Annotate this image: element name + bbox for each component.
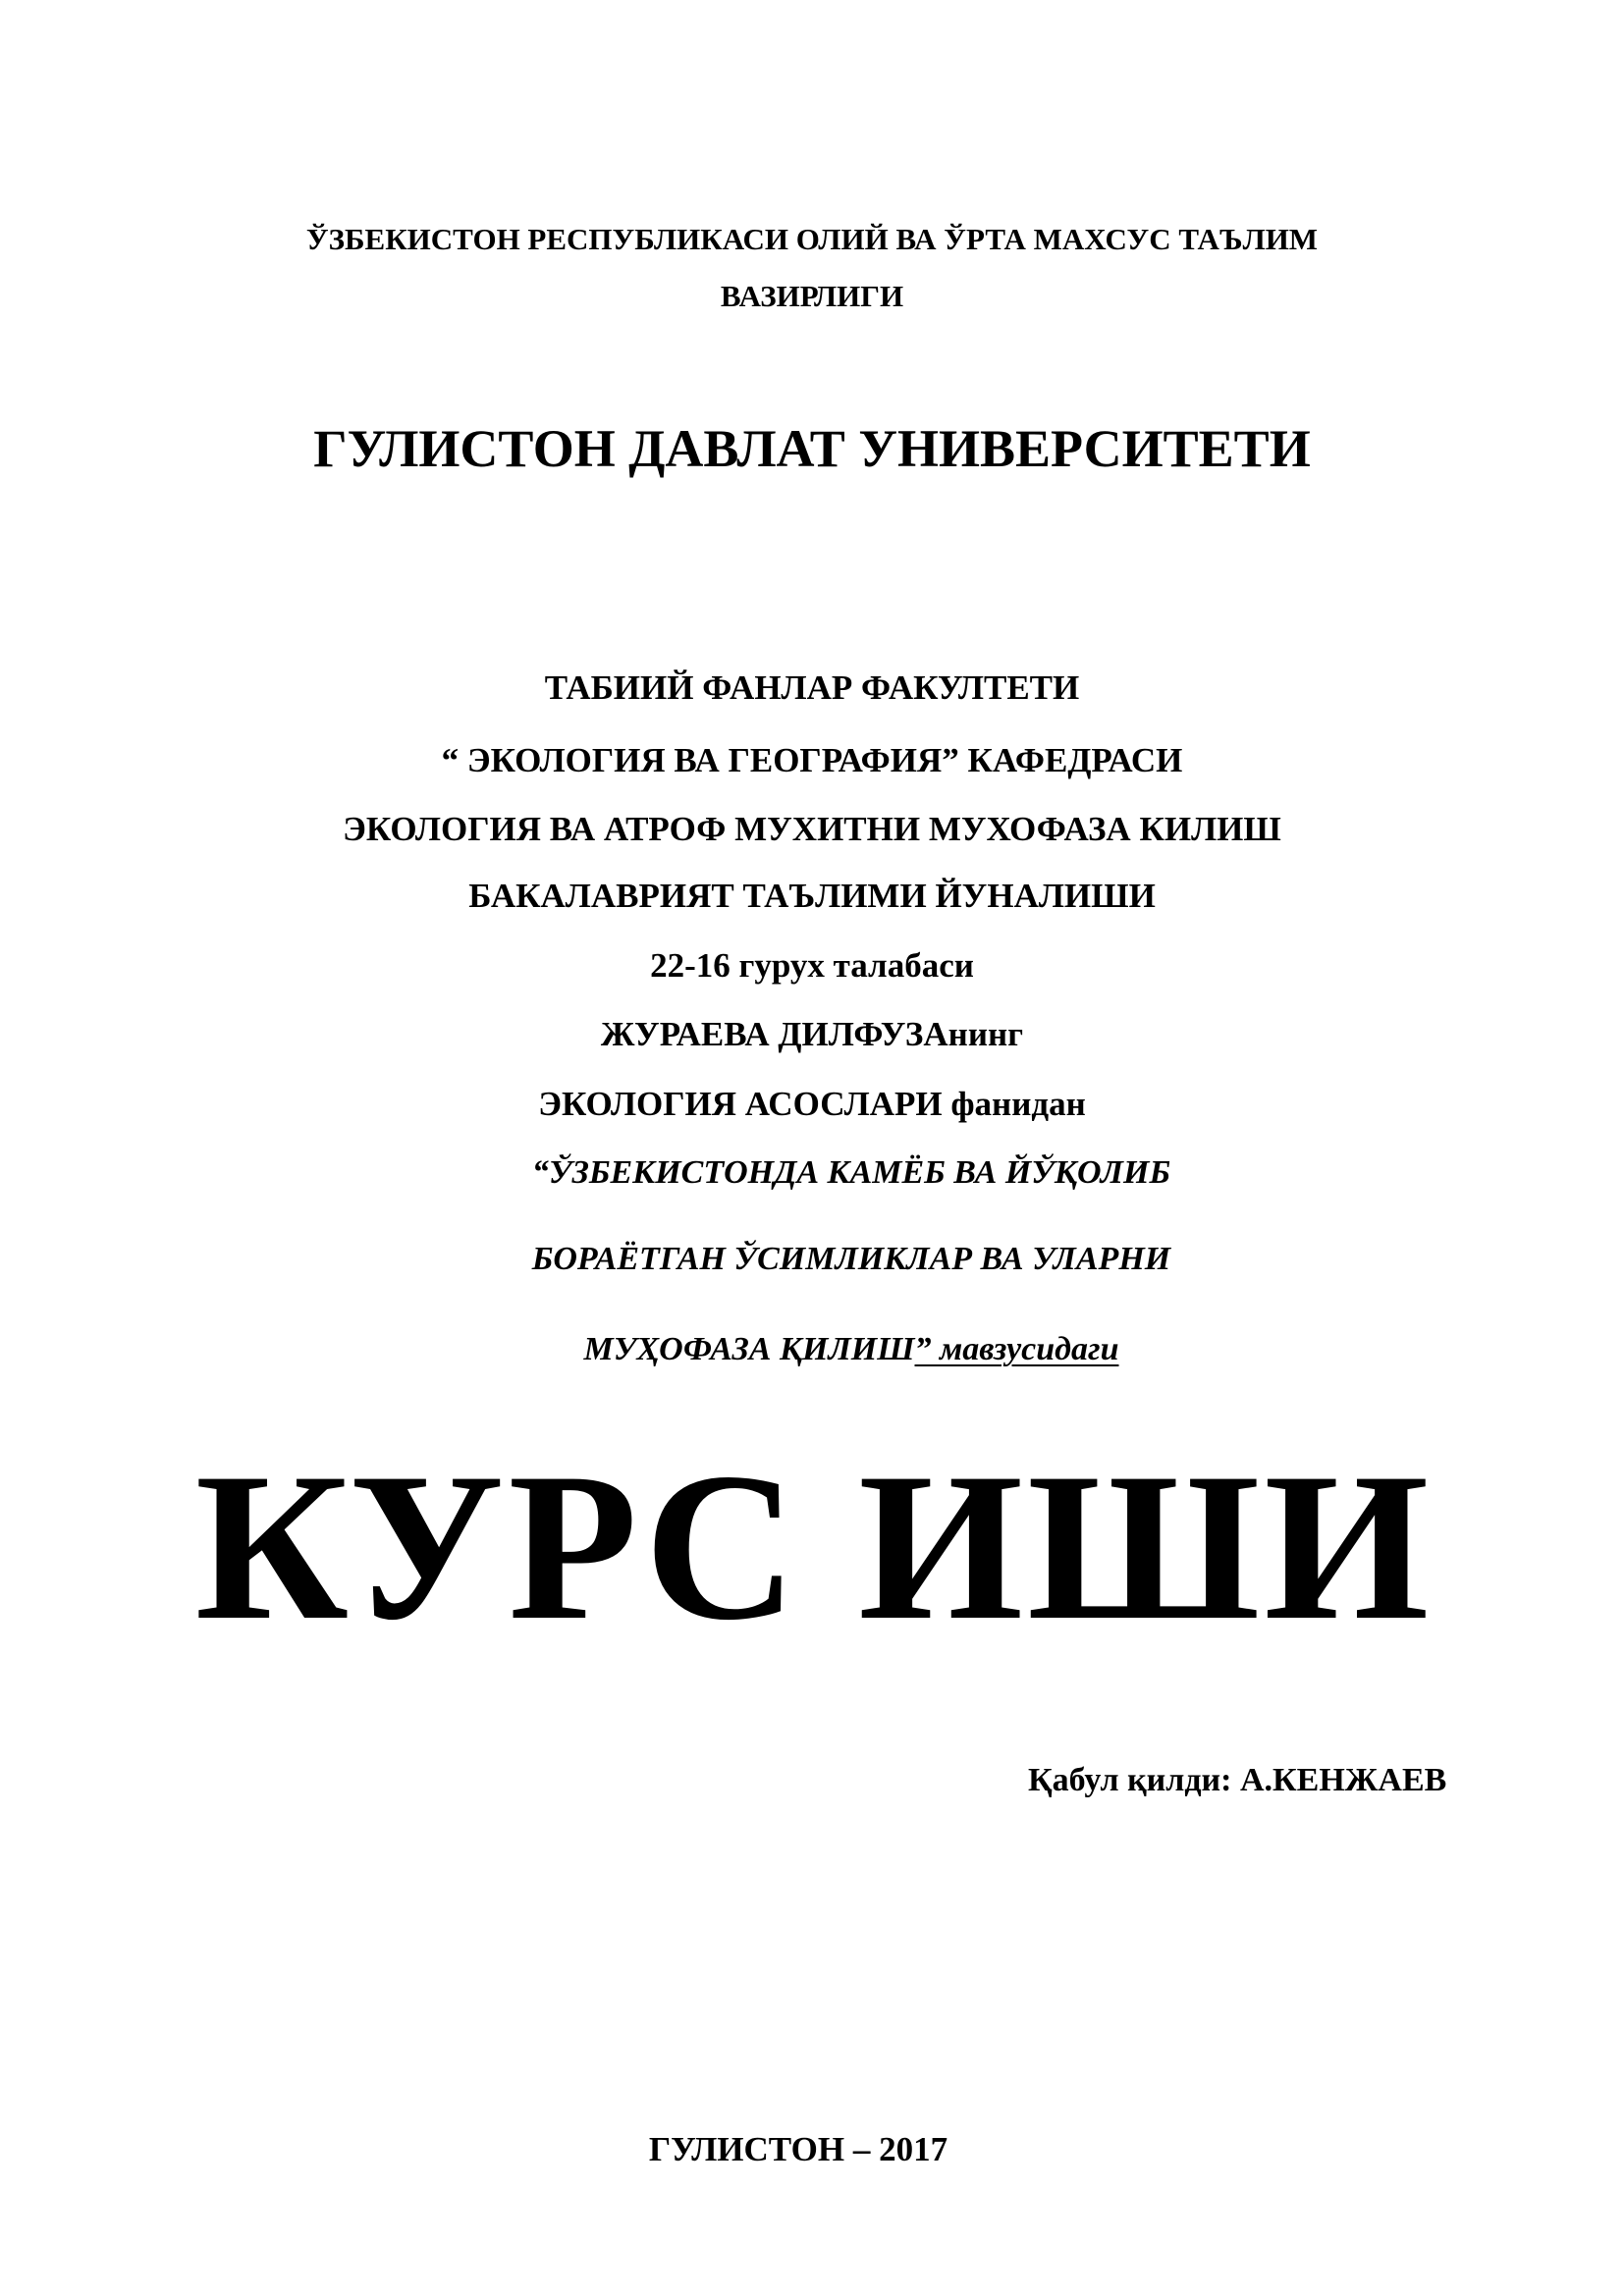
- faculty-line: ТАБИИЙ ФАНЛАР ФАКУЛТЕТИ: [544, 668, 1080, 707]
- ministry-line-1: ЎЗБЕКИСТОН РЕСПУБЛИКАСИ ОЛИЙ ВА ЎРТА МАХСУС ТАЪЛИМ: [305, 222, 1319, 256]
- topic-line-1: “ЎЗБЕКИСТОНДА КАМЁБ ВА ЙЎҚОЛИБ: [531, 1154, 1171, 1191]
- ministry-line-2: ВАЗИРЛИГИ: [720, 279, 904, 313]
- subject-line: ЭКОЛОГИЯ АСОСЛАРИ фанидан: [538, 1085, 1086, 1123]
- accepted-by: Қабул қилди: А.КЕНЖАЕВ: [1028, 1762, 1447, 1798]
- topic-line-3-main: МУҲОФАЗА ҚИЛИШ: [583, 1331, 915, 1367]
- document-title: КУРС ИШИ: [194, 1429, 1434, 1664]
- topic-line-2: БОРАЁТГАН ЎСИМЛИКЛАР ВА УЛАРНИ: [531, 1241, 1171, 1277]
- department-line: “ ЭКОЛОГИЯ ВА ГЕОГРАФИЯ” КАФЕДРАСИ: [441, 741, 1183, 779]
- student-line: ЖУРАЕВА ДИЛФУЗАнинг: [600, 1015, 1024, 1053]
- university-name: ГУЛИСТОН ДАВЛАТ УНИВЕРСИТЕТИ: [313, 419, 1311, 478]
- direction-line: БАКАЛАВРИЯТ ТАЪЛИМИ ЙУНАЛИШИ: [468, 877, 1156, 915]
- specialty-line: ЭКОЛОГИЯ ВА АТРОФ МУХИТНИ МУХОФАЗА КИЛИШ: [343, 810, 1281, 848]
- topic-line-3: [39, 1333, 1624, 1366]
- group-line: 22-16 гурух талабаси: [650, 946, 974, 985]
- city-year: ГУЛИСТОН – 2017: [648, 2130, 948, 2168]
- topic-line-3-suffix: ” мавзусидаги: [914, 1331, 1119, 1367]
